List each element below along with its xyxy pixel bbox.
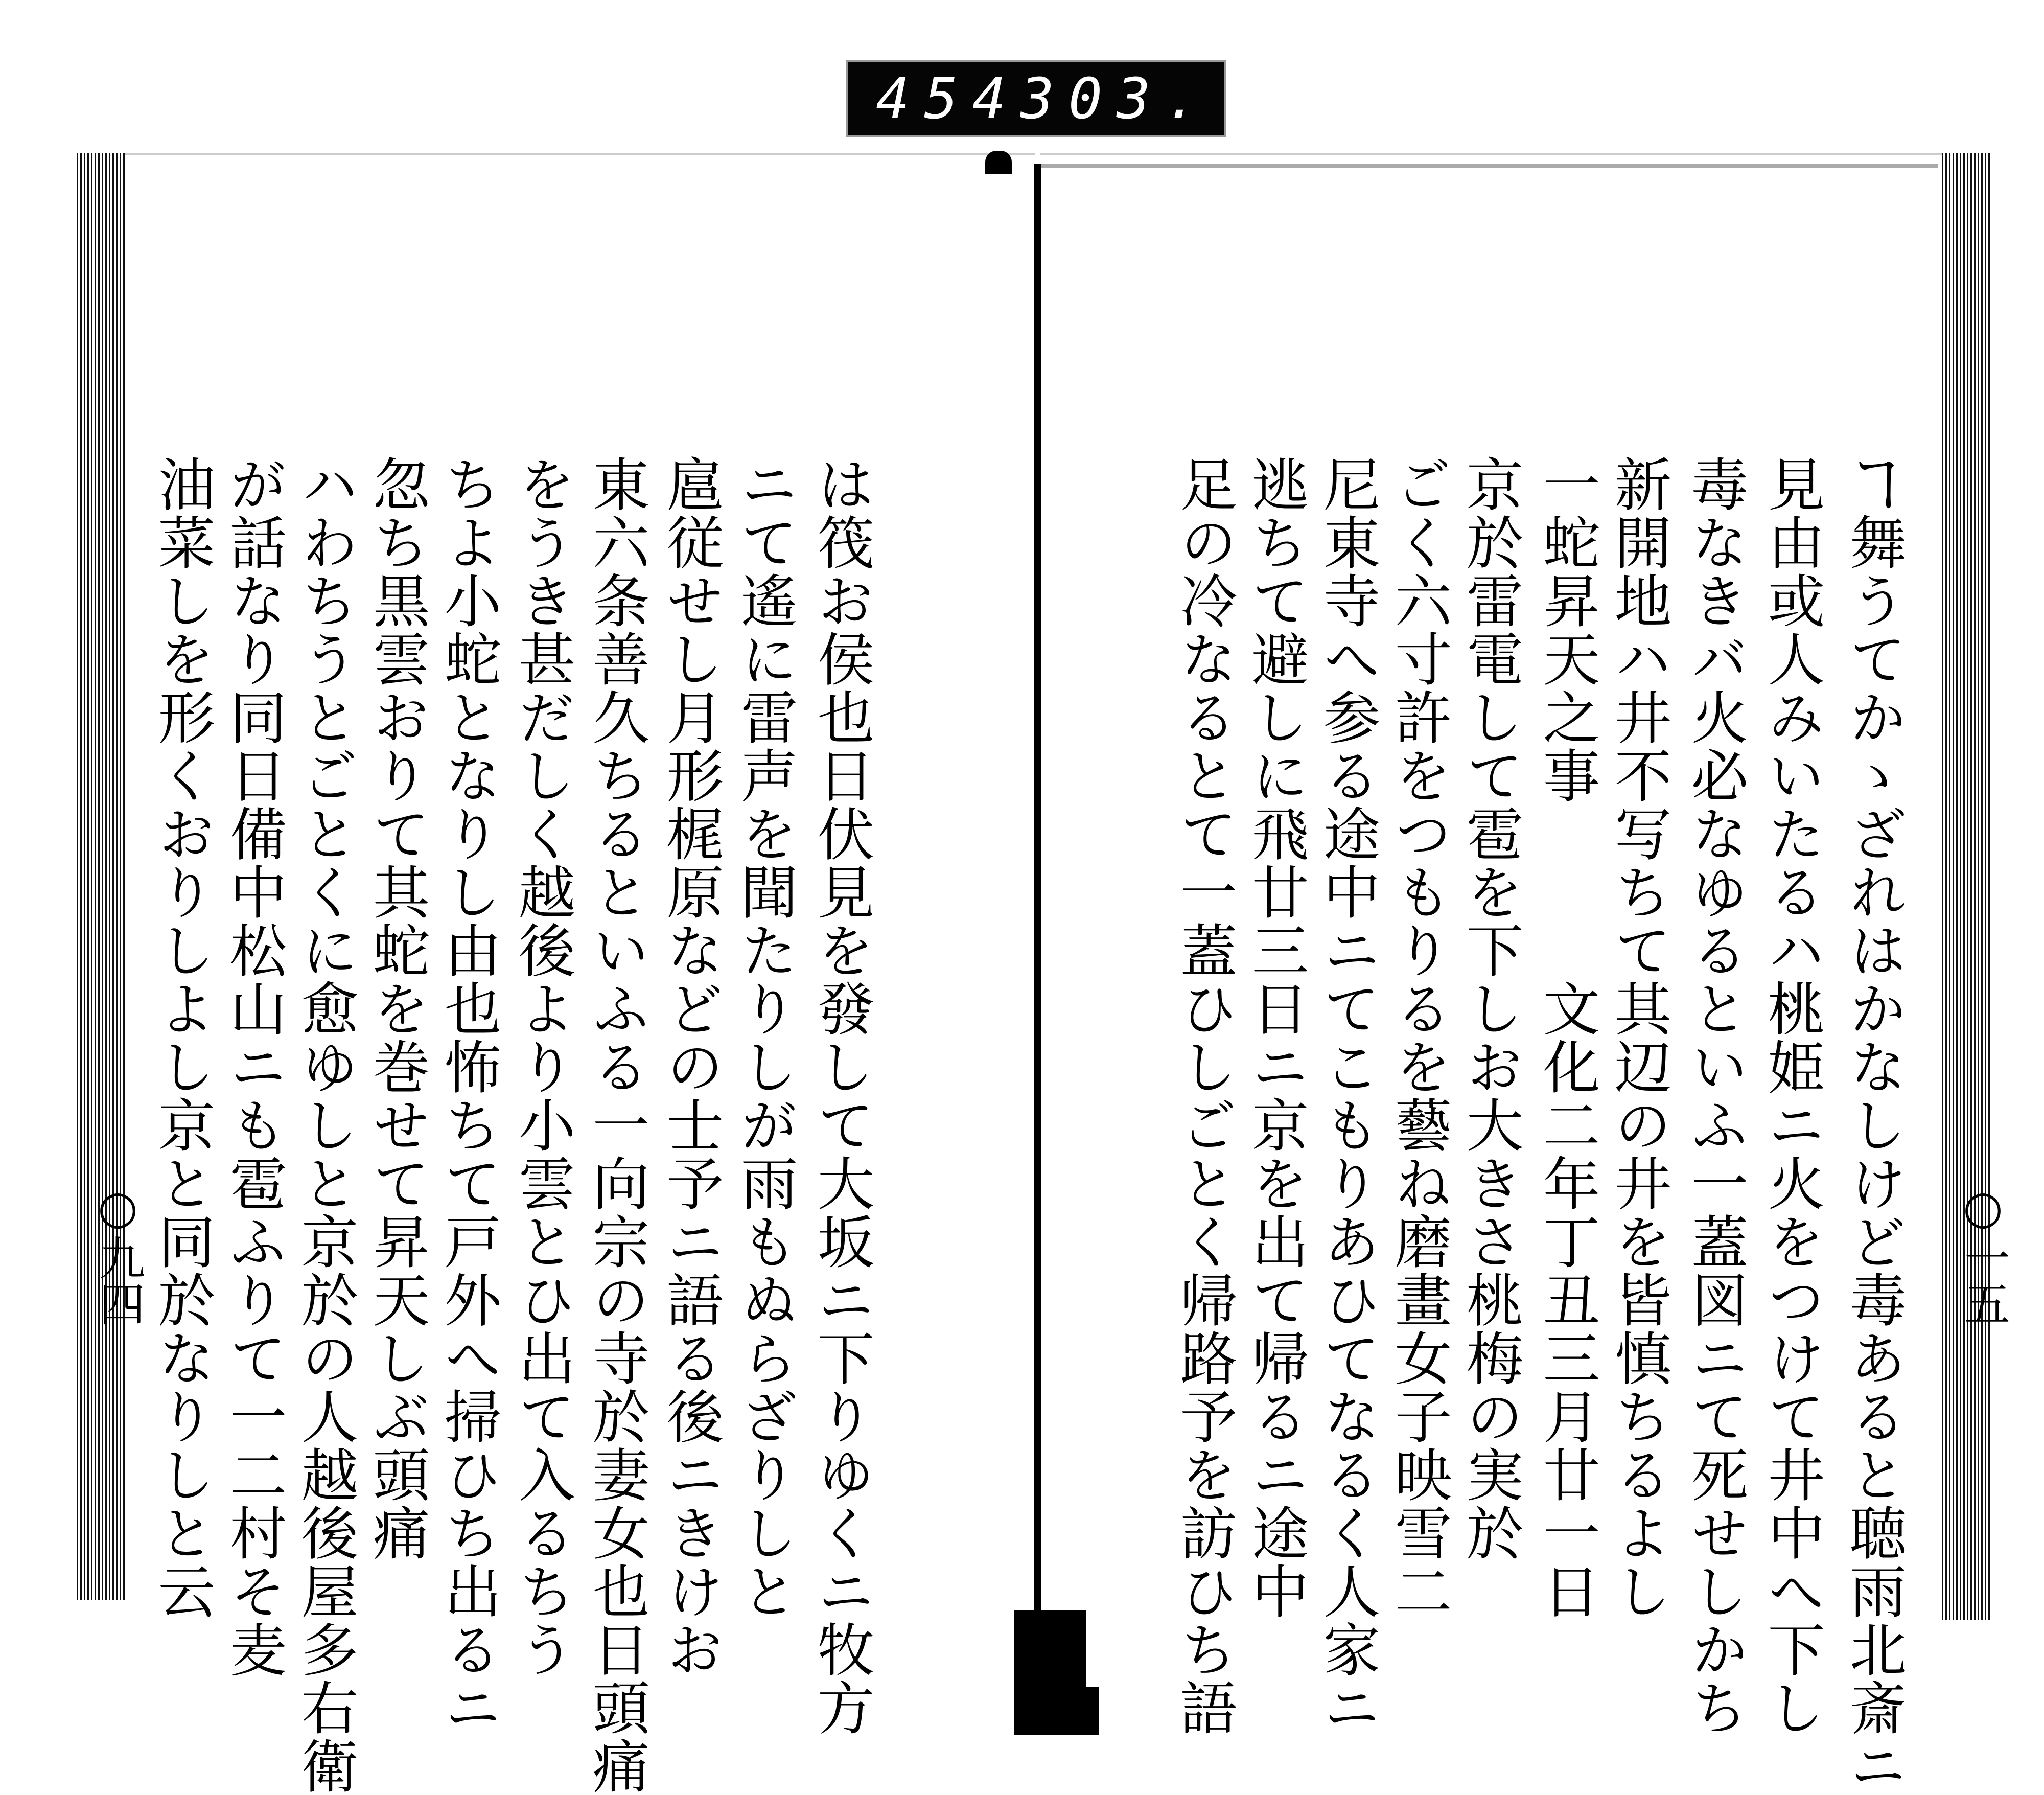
- catalog-number-right: 303.: [1020, 66, 1213, 131]
- right-text-column: 見由或人みいたるハ桃姫ニ火をつけて井中へ下し: [1758, 455, 1825, 1737]
- right-text-column: ヿ舞うてかゝざれはかなしけど毒あると聴雨北斎ニ: [1840, 455, 1907, 1795]
- right-text-column: 尼東寺へ参る途中ニてこもりあひてなるく人家ニ: [1314, 455, 1380, 1737]
- right-text-column: 新開地ハ井不写ちて其辺の井を皆慎ちるよし: [1605, 455, 1671, 1620]
- catalog-number-left: 454: [876, 66, 1020, 131]
- left-text-column: 扈従せし月形梶原などの士予ニ語る後ニきけお: [657, 455, 724, 1678]
- right-text-column: 一蛇昇天之事 文化二年丁丑三月廿一日: [1534, 455, 1600, 1620]
- left-text-column: は筏お侯也日伏見を發して大坂ニ下りゆくニ牧方: [808, 455, 874, 1737]
- right-text-column: 京於雷電して雹を下しお大きさ桃梅の実於: [1457, 455, 1523, 1562]
- spine-clip-top: [985, 151, 1012, 174]
- catalog-number-plate: [846, 60, 1226, 137]
- left-text-column: が話なり同日備中松山ニも雹ふりて一二村そ麦: [220, 455, 287, 1678]
- book-spine: [1034, 164, 1041, 1636]
- left-edge-page-mark: ○九四: [91, 1181, 145, 1326]
- right-text-column: 逃ちて避しに飛廿三日ニ京を出て帰るニ途中: [1242, 455, 1309, 1620]
- right-text-column: 足の冷なるとて一蓋ひしごとく帰路予を訪ひち語: [1171, 455, 1237, 1737]
- left-text-column: ニて遙に雷声を聞たりしが雨もぬらざりしと: [731, 455, 798, 1620]
- left-text-column: 忽ち黒雲おりて其蛇を巻せて昇天しぶ頭痛: [363, 455, 430, 1562]
- left-text-column: 東六条善久ちるといふる一向宗の寺於妻女也日頭痛: [583, 455, 649, 1795]
- spine-clip-base: [1017, 1687, 1099, 1735]
- right-page-top-rule: [1040, 164, 1938, 168]
- right-text-column: 毒なきバ火必なゆるといふ一蓋図ニて死せしかち: [1682, 455, 1748, 1737]
- right-text-column: ごく六寸許をつもりるを藝ね磨畫女子映雪二: [1385, 455, 1452, 1620]
- left-text-column: ハわちうとごとくに愈ゆしと京於の人越後屋多右衛: [292, 455, 358, 1795]
- right-edge-page-mark: ○一五: [1956, 1181, 2010, 1326]
- right-page-edge: [1942, 153, 1990, 1620]
- left-text-column: ちよ小蛇となりし由也怖ちて戸外へ掃ひち出るニ: [435, 455, 501, 1737]
- left-text-column: 油菜しを形くおりしよし京と同於なりしと云: [149, 455, 215, 1620]
- left-text-column: をうき甚だしく越後より小雲とひ出て入るちう: [509, 455, 575, 1678]
- left-page-edge: [77, 153, 125, 1600]
